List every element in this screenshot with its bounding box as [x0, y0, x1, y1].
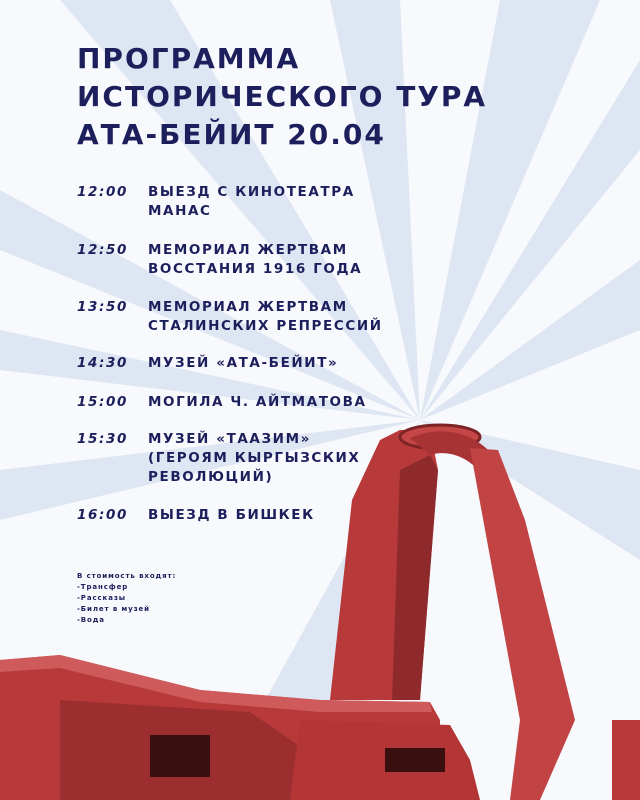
event-line: РЕВОЛЮЦИЙ)	[148, 469, 274, 485]
price-includes-item: -Рассказы	[77, 594, 127, 602]
schedule-time: 12:00	[77, 184, 128, 200]
schedule-event	[148, 393, 478, 412]
event-line: МОГИЛА Ч. АЙТМАТОВА	[148, 394, 367, 410]
price-includes-item: -Трансфер	[77, 583, 129, 591]
monument-side-pillar	[612, 720, 640, 800]
event-line: МУЗЕЙ «ТААЗИМ»	[148, 431, 311, 447]
title-line: ПРОГРАММА	[77, 42, 301, 75]
event-line: МУЗЕЙ «АТА-БЕЙИТ»	[148, 355, 339, 371]
schedule-event	[148, 298, 478, 336]
event-line: ВОССТАНИЯ 1916 ГОДА	[148, 261, 363, 277]
schedule-event	[148, 506, 478, 525]
schedule-time: 16:00	[77, 507, 128, 523]
price-includes-item: -Билет в музей	[77, 605, 150, 613]
schedule-event	[148, 241, 478, 279]
schedule-event	[148, 430, 478, 487]
schedule-time: 15:00	[77, 394, 128, 410]
title-line: АТА-БЕЙИТ 20.04	[77, 118, 386, 151]
event-line: МЕМОРИАЛ ЖЕРТВАМ	[148, 242, 348, 258]
schedule-time: 14:30	[77, 355, 128, 371]
schedule-event	[148, 354, 478, 373]
schedule-time: 15:30	[77, 431, 128, 447]
schedule-time: 13:50	[77, 299, 128, 315]
price-includes-heading: В стоимость входят:	[77, 572, 177, 580]
event-line: МЕМОРИАЛ ЖЕРТВАМ	[148, 299, 348, 315]
event-line: МАНАС	[148, 203, 212, 219]
monument-window	[150, 735, 210, 777]
page-title	[77, 40, 487, 154]
price-includes	[77, 571, 176, 626]
event-line: (ГЕРОЯМ КЫРГЫЗСКИХ	[148, 450, 361, 466]
event-line: СТАЛИНСКИХ РЕПРЕССИЙ	[148, 318, 383, 334]
arch-right-leg	[470, 448, 575, 800]
price-includes-item: -Вода	[77, 616, 105, 624]
title-line: ИСТОРИЧЕСКОГО ТУРА	[77, 80, 488, 113]
event-line: ВЫЕЗД С КИНОТЕАТРА	[148, 184, 355, 200]
schedule-time: 12:50	[77, 242, 128, 258]
schedule-event	[148, 183, 478, 221]
event-line: ВЫЕЗД В БИШКЕК	[148, 507, 315, 523]
monument-window	[385, 748, 445, 772]
